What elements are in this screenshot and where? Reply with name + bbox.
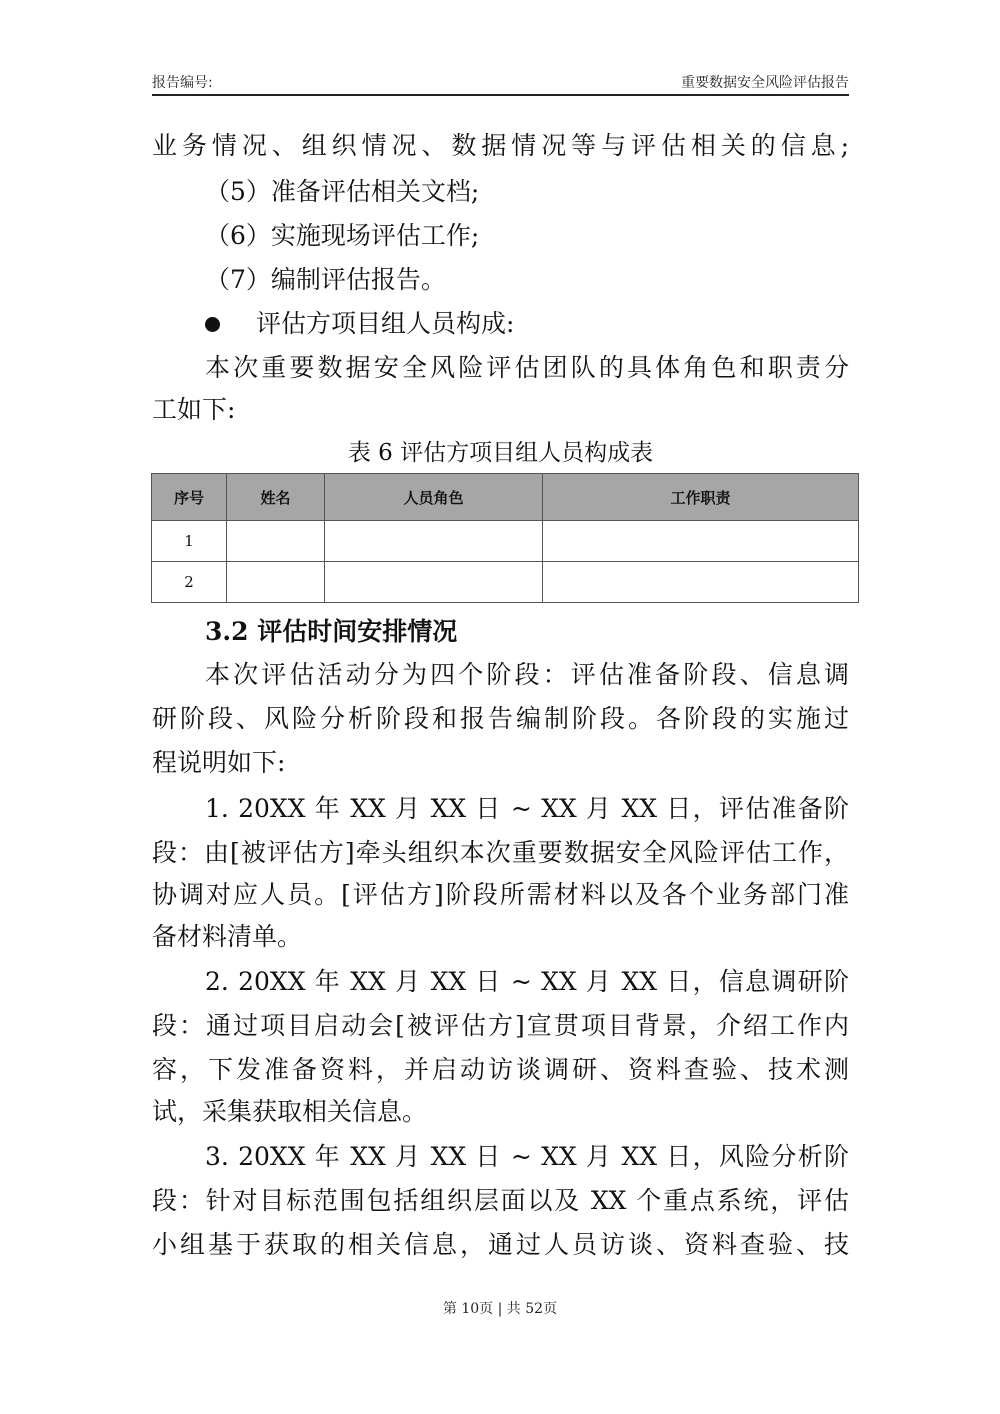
table-header-row	[152, 474, 859, 521]
page-footer: 第 10页 | 共 52页	[442, 1301, 558, 1317]
paragraph-line: 程说明如下:	[152, 748, 286, 777]
paragraph-line: 试，采集获取相关信息。	[152, 1097, 428, 1126]
table-cell	[543, 521, 859, 562]
table-cell	[543, 562, 859, 603]
paragraph-line: 段：通过项目启动会[被评估方]宣贯项目背景，介绍工作内	[152, 1011, 849, 1040]
section-heading: 3.2 评估时间安排情况	[205, 617, 458, 646]
table-cell	[227, 562, 325, 603]
paragraph-line: 段：由[被评估方]牵头组织本次重要数据安全风险评估工作，	[152, 838, 849, 867]
paragraph-line: 协调对应人员。[评估方]阶段所需材料以及各个业务部门准	[152, 880, 849, 909]
paragraph-line: 段：针对目标范围包括组织层面以及 XX 个重点系统，评估	[152, 1186, 849, 1215]
table-cell	[325, 521, 543, 562]
paragraph-line: 小组基于获取的相关信息，通过人员访谈、资料查验、技	[152, 1230, 849, 1259]
col-header-role: 人员角色	[325, 474, 543, 521]
col-header-name: 姓名	[227, 474, 325, 521]
list-item-7: （7）编制评估报告。	[205, 265, 446, 294]
table-row	[152, 521, 859, 562]
table-caption: 表 6 评估方项目组人员构成表	[347, 440, 654, 466]
body-line: 工如下:	[152, 395, 236, 424]
document-title: 重要数据安全风险评估报告	[681, 75, 849, 91]
table-cell	[325, 562, 543, 603]
col-header-index: 序号	[152, 474, 227, 521]
paragraph-line: 备材料清单。	[152, 922, 303, 951]
page-header	[152, 70, 849, 96]
table-cell: 1	[152, 521, 227, 562]
table-cell: 2	[152, 562, 227, 603]
list-item-6: （6）实施现场评估工作;	[205, 221, 480, 250]
paragraph-line: 2. 20XX 年 XX 月 XX 日 ~ XX 月 XX 日，信息调研阶	[205, 967, 849, 996]
body-line: 本次重要数据安全风险评估团队的具体角色和职责分	[205, 353, 849, 382]
bullet-text: 评估方项目组人员构成:	[256, 309, 515, 338]
paragraph-line: 研阶段、风险分析阶段和报告编制阶段。各阶段的实施过	[152, 704, 849, 733]
table-row	[152, 562, 859, 603]
paragraph-line: 本次评估活动分为四个阶段：评估准备阶段、信息调	[205, 660, 849, 689]
col-header-duties: 工作职责	[543, 474, 859, 521]
team-roster-table	[151, 473, 859, 603]
list-item-5: （5）准备评估相关文档;	[205, 177, 480, 206]
paragraph-line: 容，下发准备资料，并启动访谈调研、资料查验、技术测	[152, 1055, 849, 1084]
paragraph-line: 3. 20XX 年 XX 月 XX 日 ~ XX 月 XX 日，风险分析阶	[205, 1142, 849, 1171]
bullet-icon	[205, 317, 220, 332]
report-number-label: 报告编号:	[152, 75, 213, 91]
body-line: 业务情况、组织情况、数据情况等与评估相关的信息;	[152, 131, 849, 160]
table-cell	[227, 521, 325, 562]
paragraph-line: 1. 20XX 年 XX 月 XX 日 ~ XX 月 XX 日，评估准备阶	[205, 794, 849, 823]
